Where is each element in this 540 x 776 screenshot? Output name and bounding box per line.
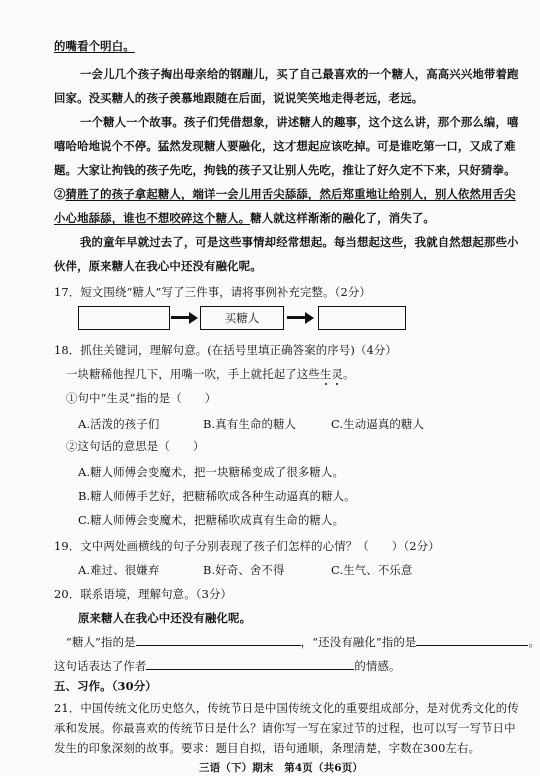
passage-line-top: 的嘴看个明白。	[54, 39, 135, 53]
q19-option-b[interactable]: B.好奇、舍不得	[203, 563, 285, 577]
passage-p2-line5-rest: 糖人就这样渐渐的融化了，消失了。	[250, 211, 435, 225]
passage-p3-line2: 伙伴，原来糖人在我心中还没有融化呢。	[54, 259, 262, 273]
q18-sentence-c: 灵	[331, 367, 343, 381]
q17-box-2: 买糖人	[200, 306, 284, 330]
q18-sentence-d: 。	[343, 367, 355, 381]
arrow-right-icon	[171, 312, 199, 324]
q17-text: 17．短文围绕“糖人”写了三件事，请将事例补充完整。（2分）	[54, 285, 371, 299]
q18-sub1-option-b[interactable]: B.真有生命的糖人	[203, 417, 297, 431]
q20-fill-b: ，“还没有融化”指的是	[300, 635, 417, 649]
q21-line1: 21．中国传统文化历史悠久，传统节日是中国传统文化的重要组成部分，是对优秀文化的传	[54, 701, 519, 715]
page-footer: 三语（下）期末 第4页（共6页）	[199, 762, 364, 774]
q18-sub1: ①句中“生灵”指的是（ ）	[66, 391, 217, 405]
underlined-sentence-2-part2: 小心地舔舔，谁也不想咬碎这个糖人。	[54, 211, 251, 225]
q19-option-a[interactable]: A.难过、很嫌弃	[78, 563, 160, 577]
sentence-marker: ②	[54, 187, 66, 201]
passage-p1-line2: 回家。没买糖人的孩子羡慕地跟随在后面，说说笑笑地走得老远，老远。	[54, 91, 424, 105]
q21-line3: 发生的印象深刻的故事。要求：题目自拟，语句通顺，条理清楚，字数在300左右。	[54, 741, 481, 755]
q20-fill-line2	[54, 658, 401, 674]
q20-fill-c: 。	[528, 635, 540, 649]
q18-sub2-option-b[interactable]: B.糖人师傅手艺好，把糖稀吹成各种生动逼真的糖人。	[78, 489, 356, 503]
q20-blank-3[interactable]	[146, 659, 354, 670]
q18-sub2-option-a[interactable]: A.糖人师傅会变魔术，把一块糖稀变成了很多糖人。	[78, 465, 345, 479]
q18-sentence	[66, 366, 355, 382]
passage-p2-line1: 一个糖人一个故事。孩子们凭借想象，讲述糖人的趣事，这个这么讲，那个那么编，嘻	[80, 115, 519, 129]
q17-box-3[interactable]	[318, 306, 406, 330]
passage-p2-line2: 嘻哈哈地说个不停。猛然发现糖人要融化，这才想起应该吃掉。可是谁吃第一口，又成了难	[54, 139, 516, 153]
q18-sub2-option-c[interactable]: C.糖人师傅会变魔术，把糖稀吹成真有生命的糖人。	[78, 513, 345, 527]
q21-line2: 承和发展。你最喜欢的传统节日是什么？请你写一写在家过节的过程，也可以写一写节日中	[54, 721, 516, 735]
q18-text: 18．抓住关键词，理解句意。(在括号里填正确答案的序号)（4分）	[54, 343, 397, 357]
q18-sub1-option-a[interactable]: A.活泼的孩子们	[78, 417, 160, 431]
q17-box-1[interactable]	[78, 306, 170, 330]
q20-quote: 原来糖人在我心中还没有融化呢。	[78, 611, 252, 625]
passage-p2-line5	[54, 210, 435, 226]
q19-text: 19．文中两处画横线的句子分别表现了孩子们怎样的心情？（ ）（2分）	[54, 539, 440, 553]
q20-text: 20．联系语境，理解句意。（3分）	[54, 587, 233, 601]
q20-fill-a: “糖人”指的是	[66, 635, 136, 649]
q18-sub2: ②这句话的意思是（ ）	[66, 439, 205, 453]
q19-option-c[interactable]: C.生气、不乐意	[331, 563, 413, 577]
section5-title: 五、习作。（30分）	[54, 679, 157, 693]
passage-p3-line1: 我的童年早就过去了，可是这些事情却经常想起。每当想起这些，我就自然想起那些小	[80, 235, 519, 249]
q20-blank-2[interactable]	[416, 635, 528, 646]
q18-sub1-option-c[interactable]: C.生动逼真的糖人	[331, 417, 425, 431]
passage-p1-line1: 一会儿几个孩子掏出母亲给的钢蹦儿，买了自己最喜欢的一个糖人，高高兴兴地带着跑	[80, 67, 519, 81]
q18-sentence-b: 生	[319, 367, 332, 381]
q18-sentence-a: 一块糖稀他捏几下，用嘴一吹，手上就托起了这些	[66, 367, 320, 381]
underlined-sentence-2-part1: 猜胜了的孩子拿起糖人，端详一会儿用舌尖舔舔，然后郑重地让给别人，别人依然用舌尖	[65, 187, 516, 201]
q20-fill-e: 的情感。	[354, 659, 401, 673]
arrow-right-icon	[287, 312, 315, 324]
passage-p2-line4	[54, 186, 516, 202]
passage-p2-line3: 题。大家让拘钱的孩子先吃，拘钱的孩子又让别人先吃，推让了好久定不下来，只好猜拳。	[54, 163, 516, 177]
q20-fill-d: 这句话表达了作者	[54, 659, 147, 673]
q20-blank-1[interactable]	[136, 635, 301, 646]
q20-fill-line1	[66, 634, 540, 650]
